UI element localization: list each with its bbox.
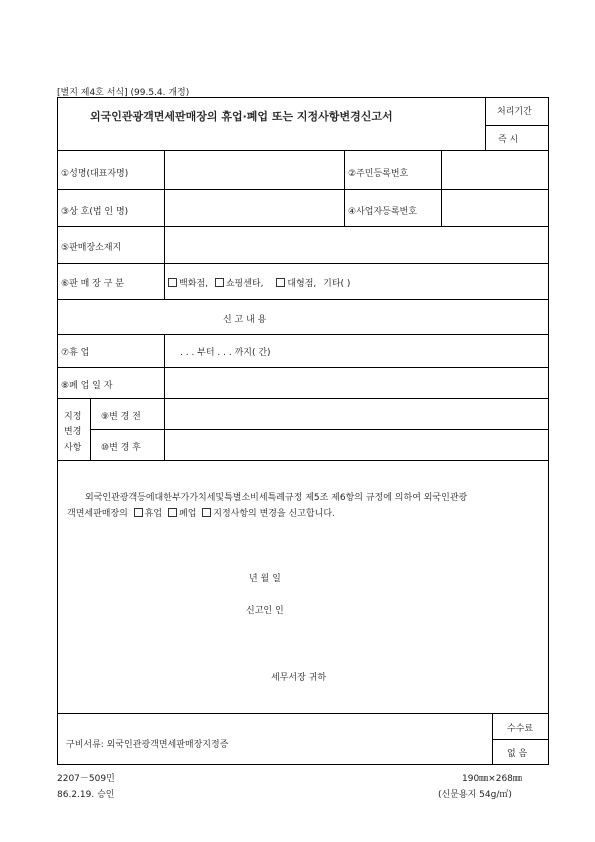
fee-label: 수수료: [507, 724, 534, 734]
addressee: 세무서장 귀하: [271, 673, 327, 683]
checkbox[interactable]: [168, 508, 177, 517]
footer-size: 190㎜×268㎜: [462, 774, 522, 784]
checkbox[interactable]: [202, 508, 211, 517]
change-before-label: ⑨변 경 전: [101, 412, 141, 422]
location-field[interactable]: [165, 227, 548, 262]
store-type-label: ⑥판 매 장 구 분: [61, 279, 124, 289]
attachments: 구비서류: 외국인관광객면세판매장지정증: [66, 740, 229, 750]
option-closure: 휴업: [144, 509, 163, 519]
option-other: 기타( ): [323, 279, 351, 289]
option-shutdown: 폐업: [179, 509, 197, 519]
trade-name-field[interactable]: [165, 190, 343, 225]
fee-value: 없 음: [507, 749, 528, 759]
option-large-store: 대형점,: [287, 279, 317, 289]
closure-label: ⑦휴 업: [61, 348, 90, 358]
business-no-label: ④사업자등록번호: [348, 207, 417, 217]
closure-dates[interactable]: . . . 부터 . . . 까지( 간): [180, 348, 271, 358]
option-department-store: 백화점,: [179, 279, 208, 289]
change-after-field[interactable]: [165, 430, 548, 459]
shutdown-date-field[interactable]: [165, 368, 548, 397]
resident-no-label: ②주민등록번호: [348, 169, 409, 179]
section-title: 신 고 내 용: [223, 315, 267, 325]
declaration-line-2: [67, 506, 335, 519]
checkbox[interactable]: [168, 278, 177, 287]
declaration-prefix: 객면세판매장의: [67, 509, 128, 519]
reporter-line: 신고인 인: [246, 606, 284, 616]
name-field[interactable]: [165, 151, 343, 188]
form-code: [별지 제4호 서식] (99.5.4. 개정): [57, 88, 190, 98]
change-before-field[interactable]: [165, 399, 548, 428]
footer-code: 2207－509민: [57, 774, 115, 784]
change-group-label-2: 변경: [64, 427, 82, 437]
processing-label: 처리기간: [497, 107, 532, 117]
change-group-label-3: 사항: [64, 443, 82, 453]
declaration-line-1: 외국인관광객등에대한부가가치세및특별소비세특례규정 제5조 제6항의 규정에 의하여 외국인관광: [85, 493, 468, 503]
footer-approval: 86.2.19. 승인: [57, 790, 115, 800]
option-shopping-center: 쇼핑센타,: [225, 279, 264, 289]
location-label: ⑤판매장소재지: [61, 243, 122, 253]
form-title: 외국인관광객면세판매장의 휴업·폐업 또는 지정사항변경신고서: [90, 110, 393, 123]
processing-value: 즉 시: [498, 135, 519, 145]
name-label: ①성명(대표자명): [61, 169, 129, 179]
trade-name-label: ③상 호(법 인 명): [61, 207, 129, 217]
checkbox[interactable]: [134, 508, 143, 517]
change-group-label-1: 지정: [64, 412, 82, 422]
change-after-label: ⑩변 경 후: [101, 443, 141, 453]
checkbox[interactable]: [215, 278, 224, 287]
business-no-field[interactable]: [442, 190, 548, 225]
footer-paper: (신문용지 54g/㎡): [438, 790, 512, 800]
shutdown-date-label: ⑧폐 업 일 자: [61, 381, 113, 391]
store-type-options: [168, 276, 350, 289]
date-line: 년 월 일: [249, 574, 281, 584]
checkbox[interactable]: [276, 278, 285, 287]
option-change: 지정사항의 변경을 신고합니다.: [213, 509, 335, 519]
resident-no-field[interactable]: [442, 151, 548, 188]
